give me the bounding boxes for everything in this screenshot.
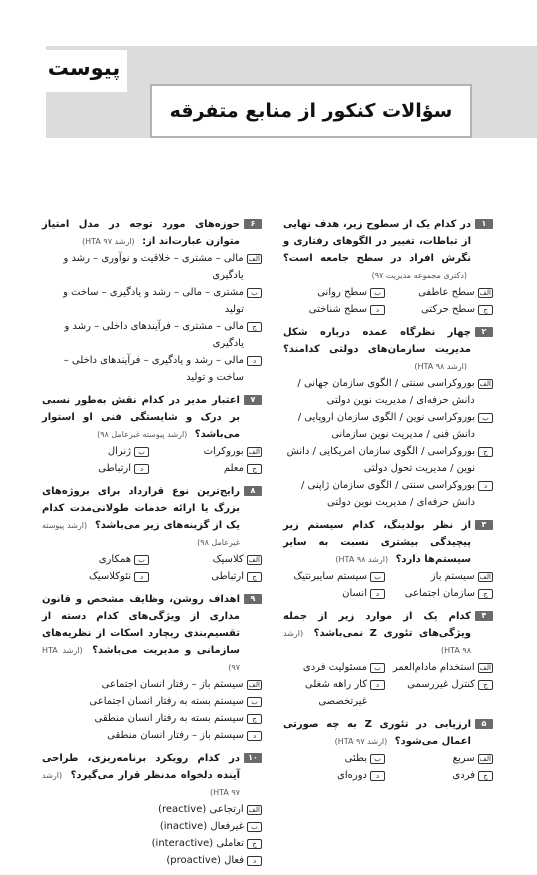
option-letter-badge: د [370, 305, 385, 315]
question-text: ارزیابی در تئوری Z به چه صورتی اعمال می‌شود؟ [283, 719, 471, 747]
answer-options [283, 284, 493, 318]
option-letter-badge: ج [478, 589, 493, 599]
answer-option[interactable] [42, 710, 262, 727]
option-letter-badge: ج [478, 771, 493, 781]
option-letter-badge: د [134, 572, 149, 582]
option-letter-badge: ب [247, 822, 262, 832]
option-letter-badge: ب [370, 288, 385, 298]
answer-option[interactable] [42, 443, 149, 460]
question-source: (ارشد HTA ۹۸) [335, 555, 389, 564]
answer-option[interactable] [42, 676, 262, 693]
question-text: در کدام یک از سطوح زیر، هدف نهایی از تباطات، تغییر در الگوهای رفتاری و نگرش افراد در سطح جامعه است؟ [283, 219, 471, 264]
option-text: سطح روانی [317, 287, 367, 298]
option-letter-badge: الف [248, 556, 260, 564]
answer-option[interactable] [42, 835, 262, 852]
option-letter-badge: ب [247, 288, 262, 298]
answer-option[interactable] [42, 852, 262, 869]
questions-column-right [283, 216, 493, 790]
answer-option[interactable] [155, 460, 262, 477]
option-text: مالی – رشد و یادگیری – فرآیندهای داخلی – ساخت و تولید [63, 355, 244, 383]
option-text: سازمان اجتماعی [404, 588, 475, 599]
option-text: سیستم باز [430, 571, 475, 582]
option-text: غیرفعال (inactive) [159, 821, 244, 832]
option-letter-badge: ب [370, 663, 385, 673]
answer-options [42, 676, 262, 744]
answer-option[interactable] [42, 727, 262, 744]
option-text: کار راهه شغلی غیرتخصصی [304, 679, 367, 707]
option-letter-badge: ج [478, 305, 493, 315]
option-text: معلم [223, 463, 244, 474]
option-letter-badge: ج [478, 447, 493, 457]
answer-option[interactable] [283, 676, 385, 710]
option-text: ارتجاعی (reactive) [158, 804, 244, 815]
option-letter-badge: ب [370, 754, 385, 764]
question-stem [283, 517, 493, 568]
question-number-badge: ۶ [244, 219, 262, 229]
answer-option[interactable] [283, 409, 493, 443]
answer-option[interactable] [283, 659, 385, 676]
question-text: حوزه‌های مورد توجه در مدل امتیاز متوازن عبارت‌اند از: [42, 219, 240, 247]
question-number-badge: ۴ [475, 611, 493, 621]
question-number-badge: ۸ [244, 486, 262, 496]
question-number-badge: ۳ [475, 520, 493, 530]
answer-option[interactable] [391, 750, 493, 767]
answer-options [283, 659, 493, 710]
answer-option[interactable] [391, 676, 493, 710]
page-title: سؤالات کنکور از منابع متفرقه [169, 100, 453, 122]
option-letter-badge: ب [370, 572, 385, 582]
section-tab [41, 50, 127, 92]
option-text: سیستم باز – رفتار انسان منطقی [107, 730, 244, 741]
option-text: سریع [452, 753, 475, 764]
answer-option[interactable] [42, 568, 149, 585]
answer-options [42, 250, 262, 386]
question-item [283, 324, 493, 511]
answer-option[interactable] [283, 750, 385, 767]
option-text: بوروکراسی سنتی / الگوی سازمان جهانی / دانش حرفه‌ای / مدیریت نوین دولتی [297, 378, 475, 406]
option-letter-badge: ج [247, 572, 262, 582]
question-source: (ارشد پیوسته غیرعامل ۹۸) [42, 521, 240, 547]
question-text: از نظر بولدینگ، کدام سیستم زیر پیچیدگی بیشتری نسبت به سایر سیستم‌ها دارد؟ [283, 520, 471, 565]
option-text: استخدام مادام‌العمر [392, 662, 475, 673]
answer-option[interactable] [391, 301, 493, 318]
option-letter-badge: ج [247, 839, 262, 849]
option-letter-badge: ب [247, 697, 262, 707]
question-item [283, 608, 493, 710]
question-text: چهار نظرگاه عمده درباره شکل مدیریت سازمان‌های دولتی کدامند؟ [283, 327, 471, 355]
question-number-badge: ۷ [244, 395, 262, 405]
question-stem [42, 483, 262, 551]
option-letter-badge: ب [134, 555, 149, 565]
question-item [283, 517, 493, 602]
option-letter-badge: ب [134, 447, 149, 457]
option-letter-badge: الف [479, 755, 491, 763]
option-text: همکاری [98, 554, 131, 565]
option-letter-badge: الف [248, 681, 260, 689]
option-text: سیستم بسته به رفتار انسان منطقی [94, 713, 244, 724]
question-source: (ارشد HTA ۹۷) [82, 237, 135, 246]
question-item [42, 392, 262, 477]
option-text: سیستم سایبرنتیک [293, 571, 367, 582]
option-letter-badge: ج [247, 464, 262, 474]
option-letter-badge: د [370, 680, 385, 690]
option-text: بوروکراسی سنتی / الگوی سازمان ژاپنی / دانش حرفه‌ای / مدیریت نوین دولتی [300, 480, 475, 508]
question-item [42, 216, 262, 386]
question-number-badge: ۹ [244, 594, 262, 604]
question-source: (ارشد پیوسته غیرعامل ۹۸) [97, 430, 188, 439]
question-source: (ارشد HTA ۹۸) [283, 629, 471, 655]
answer-option[interactable] [42, 352, 262, 386]
option-text: ارتباطی [211, 571, 244, 582]
option-letter-badge: د [247, 856, 262, 866]
option-text: سطح شناختی [308, 304, 367, 315]
question-stem [42, 392, 262, 443]
option-text: کلاسیک [212, 554, 244, 565]
option-letter-badge: د [134, 464, 149, 474]
answer-option[interactable] [391, 767, 493, 784]
answer-option[interactable] [283, 284, 385, 301]
answer-option[interactable] [155, 443, 262, 460]
answer-option[interactable] [42, 284, 262, 318]
option-text: ارتباطی [98, 463, 131, 474]
question-text: اعتبار مدیر در کدام نقش به‌طور نسبی بر درک و شایستگی فنی او استوار می‌باشد؟ [42, 395, 240, 440]
question-source: (دکتری مجموعه مدیریت ۹۷) [371, 271, 467, 280]
answer-option[interactable] [42, 693, 262, 710]
section-tab-label: پیوست [47, 56, 121, 80]
option-letter-badge: ب [478, 413, 493, 423]
option-text: سطح عاطفی [418, 287, 475, 298]
option-letter-badge: الف [479, 664, 491, 672]
answer-option[interactable] [42, 318, 262, 352]
answer-option[interactable] [283, 443, 493, 477]
question-stem [42, 591, 262, 676]
option-text: سیستم باز – رفتار انسان اجتماعی [101, 679, 244, 690]
answer-option[interactable] [391, 659, 493, 676]
option-letter-badge: ج [247, 322, 262, 332]
answer-option[interactable] [42, 801, 262, 818]
answer-options [283, 568, 493, 602]
option-text: ژنرال [107, 446, 131, 457]
option-text: مالی – مشتری – فرآیندهای داخلی – رشد و یادگیری [64, 321, 244, 349]
option-text: نئوکلاسیک [88, 571, 131, 582]
option-letter-badge: د [370, 589, 385, 599]
question-stem [283, 324, 493, 375]
answer-options [42, 801, 262, 869]
question-number-badge: ۱۰ [244, 753, 262, 763]
question-text: کدام یک از موارد زیر از جمله ویژگی‌های تئوری Z نمی‌باشد؟ [283, 611, 471, 639]
option-text: بطئی [344, 753, 367, 764]
question-source: (ارشد HTA ۹۷) [42, 646, 240, 672]
question-item [283, 216, 493, 318]
option-letter-badge: الف [248, 806, 260, 814]
option-text: فعال (proactive) [166, 855, 244, 866]
option-letter-badge: د [370, 771, 385, 781]
answer-options [42, 551, 262, 585]
answer-options [283, 750, 493, 784]
answer-option[interactable] [391, 284, 493, 301]
option-letter-badge: د [247, 731, 262, 741]
question-stem [283, 608, 493, 659]
option-letter-badge: الف [248, 255, 260, 263]
answer-option[interactable] [391, 585, 493, 602]
option-text: بوروکرات [203, 446, 244, 457]
answer-option[interactable] [42, 818, 262, 835]
answer-options [283, 375, 493, 511]
option-text: سطح حرکتی [420, 304, 475, 315]
question-item [42, 750, 262, 869]
question-text: اهداف روشن، وظایف مشخص و قانون مداری از ویژگی‌های کدام دسته از تقسیم‌بندی ریچارد اسکات از نظریه‌های سازمانی و مدیریت می‌باشد؟ [42, 594, 241, 656]
answer-option[interactable] [283, 375, 493, 409]
option-text: بوروکراسی نوین / الگوی سازمان اروپایی / دانش فنی / مدیریت نوین سازمانی [297, 412, 475, 440]
option-letter-badge: الف [479, 289, 491, 297]
option-letter-badge: الف [479, 380, 491, 388]
answer-option[interactable] [42, 250, 262, 284]
option-text: بوروکراسی / الگوی سازمان امریکایی / دانش نوین / مدیریت تحول دولتی [286, 446, 475, 474]
answer-option[interactable] [155, 551, 262, 568]
option-letter-badge: د [247, 356, 262, 366]
answer-option[interactable] [42, 551, 149, 568]
question-stem [42, 216, 262, 250]
option-text: فردی [452, 770, 475, 781]
answer-option[interactable] [283, 301, 385, 318]
answer-option[interactable] [283, 767, 385, 784]
question-text: در کدام رویکرد برنامه‌ریزی، طراحی آینده دلخواه مدنظر قرار می‌گیرد؟ [42, 753, 240, 781]
option-letter-badge: الف [248, 448, 260, 456]
option-letter-badge: الف [479, 573, 491, 581]
option-letter-badge: ج [478, 680, 493, 690]
question-stem [283, 216, 493, 284]
answer-option[interactable] [391, 568, 493, 585]
question-item [42, 483, 262, 585]
option-text: دوره‌ای [337, 770, 367, 781]
page-title-box [150, 84, 472, 138]
answer-option[interactable] [283, 585, 385, 602]
question-stem [283, 716, 493, 750]
question-text: رایج‌ترین نوع قرارداد برای بروژه‌های بزرگ یا ارائه خدمات طولانی‌مدت کدام یک از گزینه‌های زیر می‌باشد؟ [42, 486, 241, 531]
answer-option[interactable] [283, 568, 385, 585]
option-text: سیستم بسته به رفتار انسان اجتماعی [89, 696, 244, 707]
option-letter-badge: د [478, 481, 493, 491]
option-text: انسان [342, 588, 367, 599]
option-text: مالی – مشتری – خلاقیت و نوآوری – رشد و یادگیری [63, 253, 244, 281]
answer-option[interactable] [283, 477, 493, 511]
answer-option[interactable] [155, 568, 262, 585]
question-number-badge: ۱ [475, 219, 493, 229]
question-number-badge: ۲ [475, 327, 493, 337]
question-item [42, 591, 262, 744]
question-source: (ارشد HTA ۹۸) [414, 362, 467, 371]
option-text: کنترل غیررسمی [407, 679, 475, 690]
question-item [283, 716, 493, 784]
option-text: تعاملی (interactive) [151, 838, 244, 849]
option-text: مشتری – مالی – رشد و یادگیری – ساخت و تولید [63, 287, 244, 315]
option-text: مسئولیت فردی [302, 662, 367, 673]
option-letter-badge: ج [247, 714, 262, 724]
question-number-badge: ۵ [475, 719, 493, 729]
answer-option[interactable] [42, 460, 149, 477]
answer-options [42, 443, 262, 477]
question-source: (ارشد HTA ۹۷) [334, 737, 388, 746]
questions-column-left [42, 216, 262, 875]
question-source: (ارشد HTA ۹۷) [42, 771, 240, 797]
question-stem [42, 750, 262, 801]
